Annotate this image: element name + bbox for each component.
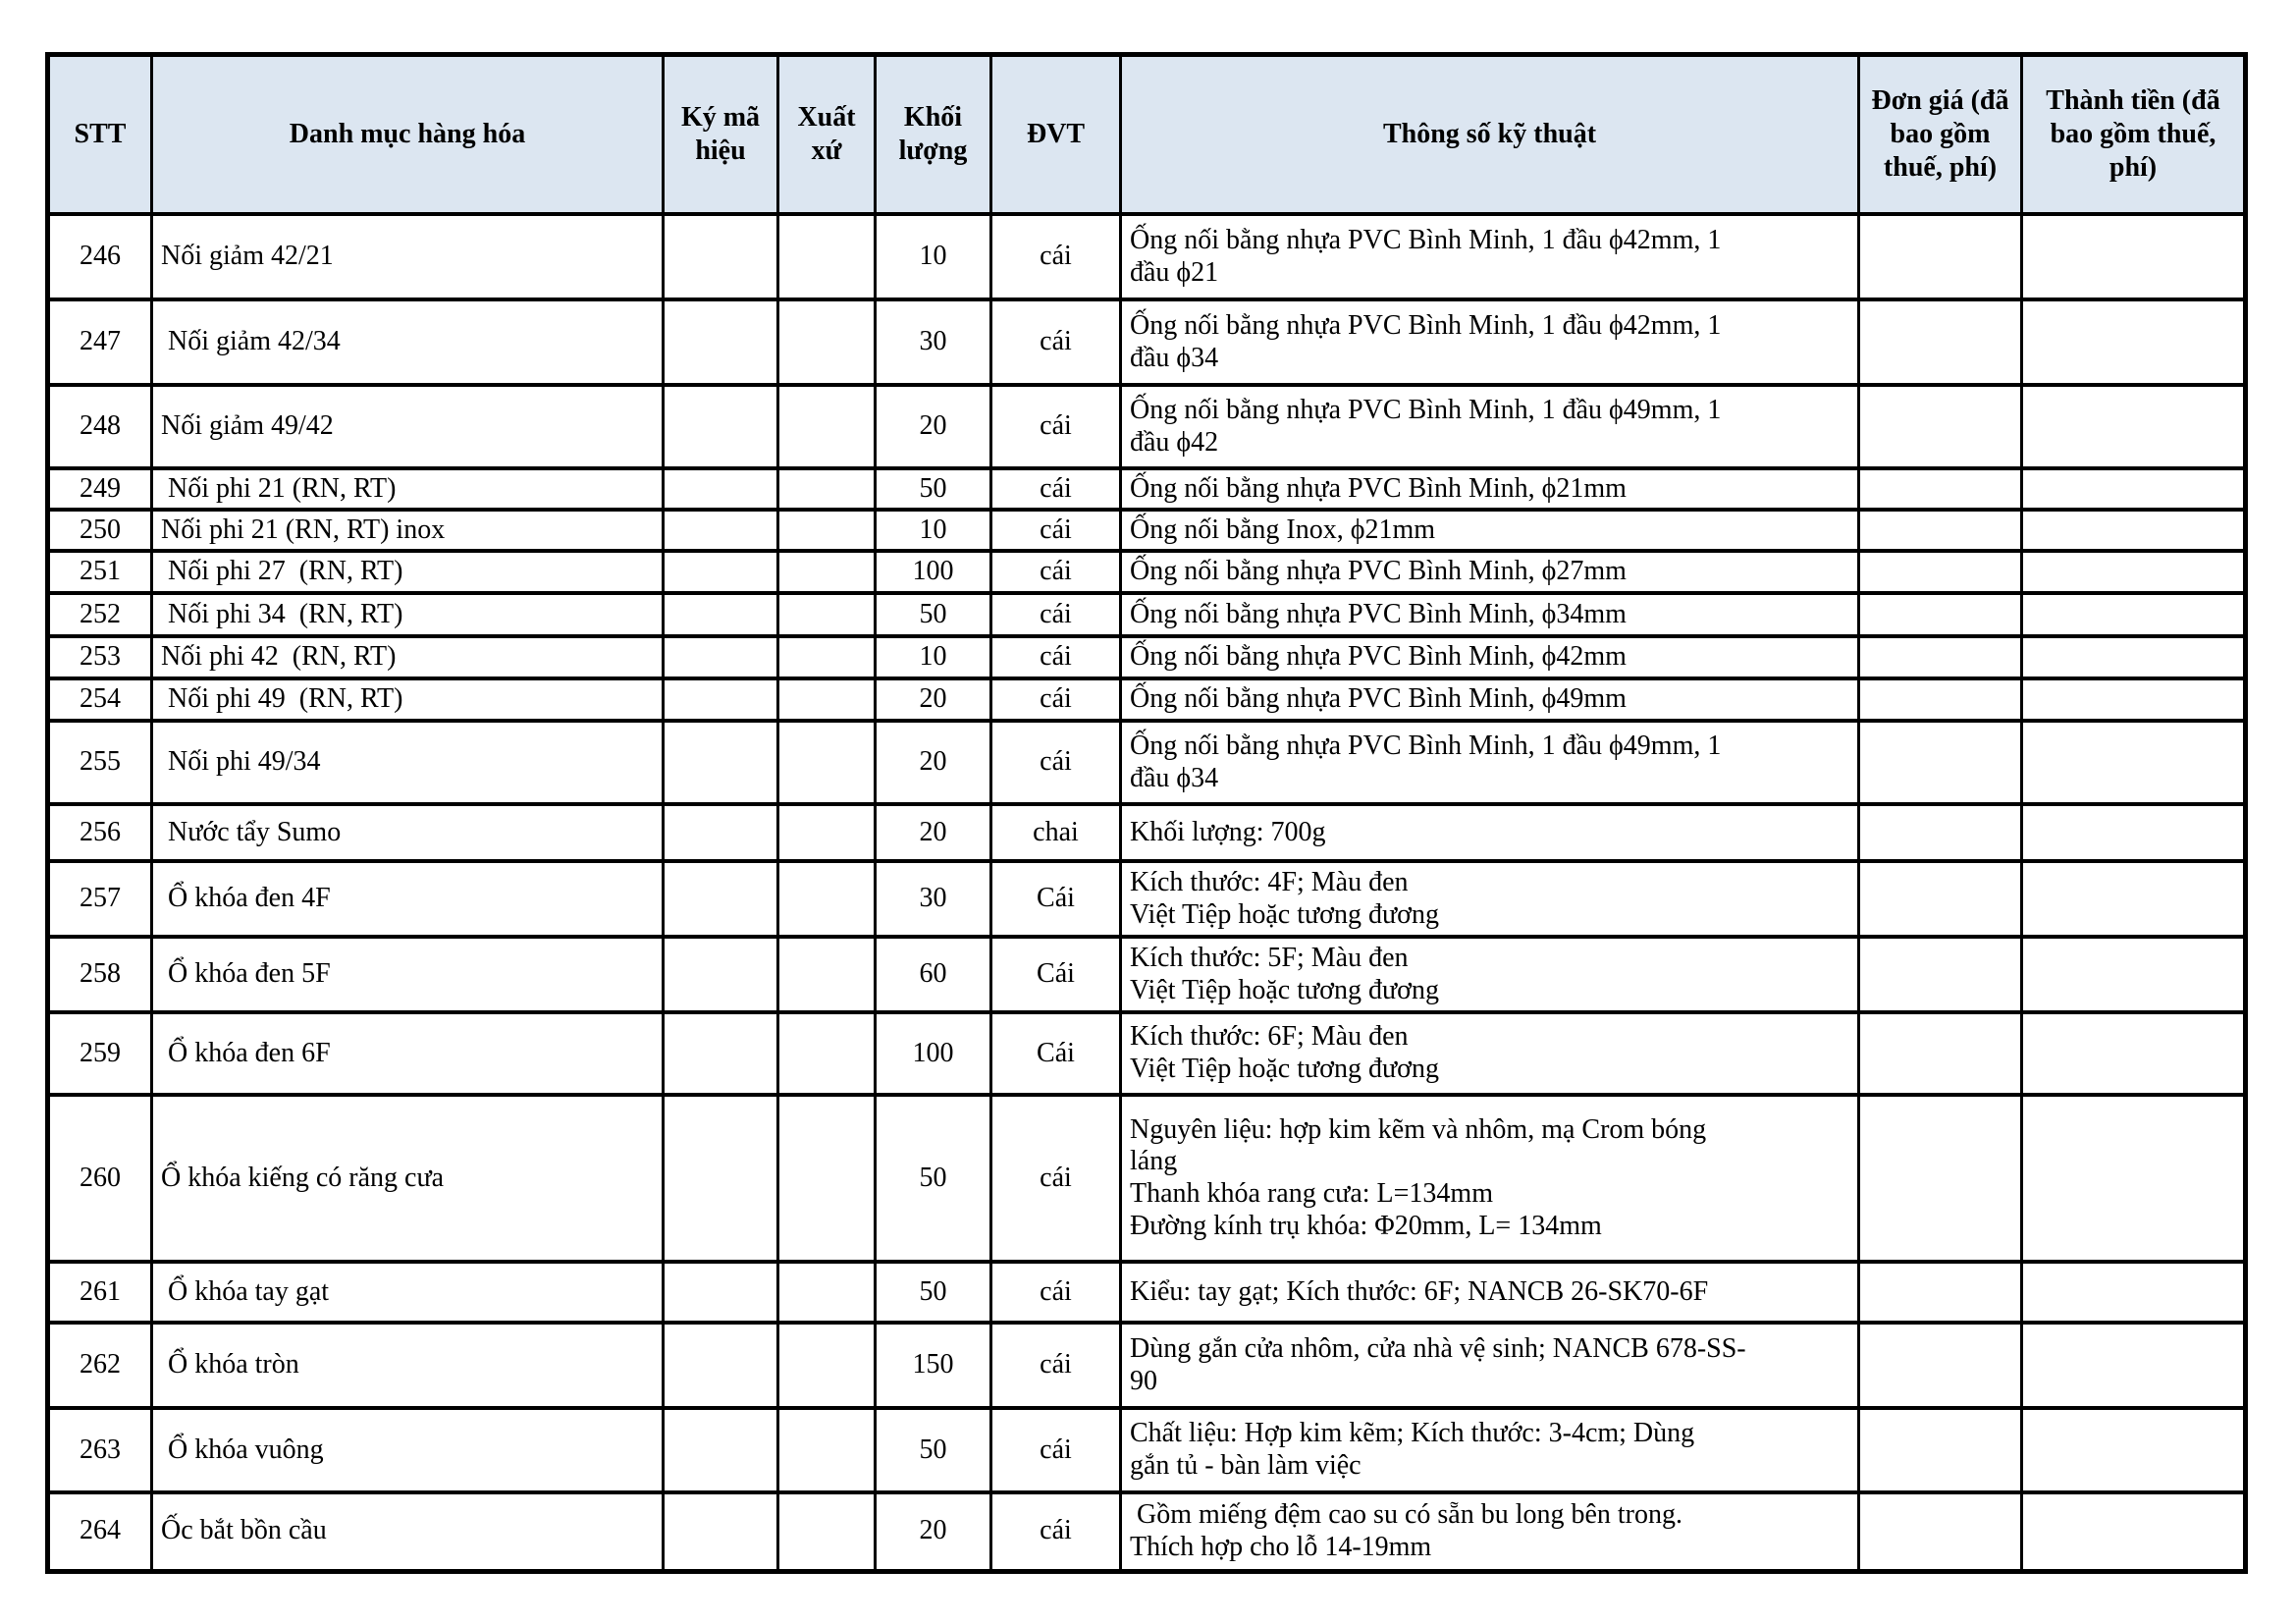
- cell-qty: 30: [876, 861, 991, 937]
- cell-stt: 253: [48, 636, 152, 678]
- cell-qty: 60: [876, 937, 991, 1012]
- cell-spec: Chất liệu: Hợp kim kẽm; Kích thước: 3-4cm; Dùng gắn tủ - bàn làm việc: [1121, 1408, 1859, 1492]
- cell-name: Ổ khóa tay gạt: [152, 1262, 664, 1323]
- cell-unit: Cái: [991, 937, 1121, 1012]
- cell-stt: 260: [48, 1095, 152, 1262]
- table-row: [48, 299, 2246, 385]
- cell-origin: [778, 804, 876, 861]
- table-row: [48, 214, 2246, 299]
- table-row: [48, 1095, 2246, 1262]
- cell-code: [664, 299, 778, 385]
- cell-unit: cái: [991, 636, 1121, 678]
- cell-qty: 50: [876, 1095, 991, 1262]
- cell-origin: [778, 861, 876, 937]
- cell-qty: 30: [876, 299, 991, 385]
- cell-stt: 259: [48, 1012, 152, 1095]
- cell-total: [2022, 636, 2246, 678]
- cell-total: [2022, 804, 2246, 861]
- cell-stt: 251: [48, 551, 152, 593]
- table-row: [48, 861, 2246, 937]
- cell-total: [2022, 551, 2246, 593]
- cell-unit: cái: [991, 1323, 1121, 1408]
- cell-code: [664, 861, 778, 937]
- cell-origin: [778, 937, 876, 1012]
- cell-qty: 10: [876, 214, 991, 299]
- cell-code: [664, 678, 778, 721]
- cell-unit: cái: [991, 1095, 1121, 1262]
- cell-price: [1859, 1492, 2022, 1571]
- cell-origin: [778, 636, 876, 678]
- cell-code: [664, 804, 778, 861]
- cell-name: Nối giảm 42/21: [152, 214, 664, 299]
- cell-total: [2022, 1492, 2246, 1571]
- cell-price: [1859, 510, 2022, 551]
- cell-price: [1859, 937, 2022, 1012]
- table-row: [48, 1323, 2246, 1408]
- cell-origin: [778, 1492, 876, 1571]
- cell-total: [2022, 385, 2246, 468]
- cell-stt: 257: [48, 861, 152, 937]
- cell-stt: 249: [48, 468, 152, 510]
- table-row: [48, 551, 2246, 593]
- cell-origin: [778, 1095, 876, 1262]
- cell-qty: 150: [876, 1323, 991, 1408]
- cell-price: [1859, 1095, 2022, 1262]
- cell-code: [664, 593, 778, 636]
- table-row: [48, 468, 2246, 510]
- cell-total: [2022, 1323, 2246, 1408]
- cell-spec: Nguyên liệu: hợp kim kẽm và nhôm, mạ Crom bóng láng Thanh khóa rang cưa: L=134mm Đường kính trụ khóa: Φ20mm, L= 134mm: [1121, 1095, 1859, 1262]
- cell-stt: 246: [48, 214, 152, 299]
- cell-name: Nối phi 34 (RN, RT): [152, 593, 664, 636]
- cell-price: [1859, 214, 2022, 299]
- cell-origin: [778, 593, 876, 636]
- cell-total: [2022, 1095, 2246, 1262]
- cell-total: [2022, 721, 2246, 804]
- cell-qty: 20: [876, 804, 991, 861]
- cell-qty: 20: [876, 385, 991, 468]
- cell-spec: Ống nối bằng nhựa PVC Bình Minh, ϕ34mm: [1121, 593, 1859, 636]
- cell-stt: 263: [48, 1408, 152, 1492]
- cell-stt: 254: [48, 678, 152, 721]
- cell-unit: cái: [991, 214, 1121, 299]
- table-row: [48, 510, 2246, 551]
- cell-qty: 50: [876, 593, 991, 636]
- table-row: [48, 1408, 2246, 1492]
- cell-stt: 258: [48, 937, 152, 1012]
- cell-name: Nối phi 49/34: [152, 721, 664, 804]
- cell-name: Nối phi 21 (RN, RT) inox: [152, 510, 664, 551]
- cell-code: [664, 214, 778, 299]
- cell-code: [664, 1012, 778, 1095]
- cell-stt: 262: [48, 1323, 152, 1408]
- table-row: [48, 678, 2246, 721]
- cell-qty: 50: [876, 1262, 991, 1323]
- cell-name: Nối phi 27 (RN, RT): [152, 551, 664, 593]
- cell-name: Ổ khóa vuông: [152, 1408, 664, 1492]
- table-row: [48, 1492, 2246, 1571]
- cell-total: [2022, 1408, 2246, 1492]
- column-header-code: Ký mã hiệu: [664, 55, 778, 215]
- cell-name: Nước tẩy Sumo: [152, 804, 664, 861]
- cell-total: [2022, 214, 2246, 299]
- cell-unit: cái: [991, 510, 1121, 551]
- column-header-unit: ĐVT: [991, 55, 1121, 215]
- cell-price: [1859, 1408, 2022, 1492]
- cell-origin: [778, 510, 876, 551]
- table-row: [48, 1012, 2246, 1095]
- cell-origin: [778, 1408, 876, 1492]
- cell-code: [664, 1095, 778, 1262]
- cell-code: [664, 1492, 778, 1571]
- cell-origin: [778, 1323, 876, 1408]
- table-row: [48, 385, 2246, 468]
- cell-name: Nối giảm 42/34: [152, 299, 664, 385]
- cell-code: [664, 636, 778, 678]
- cell-qty: 10: [876, 636, 991, 678]
- cell-unit: cái: [991, 551, 1121, 593]
- cell-unit: cái: [991, 1262, 1121, 1323]
- cell-qty: 20: [876, 721, 991, 804]
- cell-name: Nối phi 49 (RN, RT): [152, 678, 664, 721]
- cell-total: [2022, 510, 2246, 551]
- cell-code: [664, 1323, 778, 1408]
- cell-stt: 250: [48, 510, 152, 551]
- cell-name: Nối giảm 49/42: [152, 385, 664, 468]
- cell-qty: 50: [876, 468, 991, 510]
- cell-unit: cái: [991, 678, 1121, 721]
- cell-total: [2022, 861, 2246, 937]
- cell-code: [664, 551, 778, 593]
- cell-unit: cái: [991, 468, 1121, 510]
- column-header-total: Thành tiền (đã bao gồm thuế, phí): [2022, 55, 2246, 215]
- table-header-row: [48, 55, 2246, 215]
- cell-price: [1859, 678, 2022, 721]
- table-row: [48, 636, 2246, 678]
- cell-stt: 252: [48, 593, 152, 636]
- cell-spec: Ống nối bằng Inox, ϕ21mm: [1121, 510, 1859, 551]
- column-header-origin: Xuất xứ: [778, 55, 876, 215]
- table-row: [48, 721, 2246, 804]
- cell-origin: [778, 468, 876, 510]
- cell-price: [1859, 804, 2022, 861]
- cell-origin: [778, 678, 876, 721]
- cell-unit: cái: [991, 593, 1121, 636]
- cell-spec: Kích thước: 4F; Màu đen Việt Tiệp hoặc tương đương: [1121, 861, 1859, 937]
- cell-spec: Ống nối bằng nhựa PVC Bình Minh, 1 đầu ϕ49mm, 1 đầu ϕ42: [1121, 385, 1859, 468]
- table-row: [48, 937, 2246, 1012]
- cell-price: [1859, 593, 2022, 636]
- cell-qty: 20: [876, 678, 991, 721]
- cell-qty: 100: [876, 1012, 991, 1095]
- cell-origin: [778, 385, 876, 468]
- cell-name: Ổ khóa tròn: [152, 1323, 664, 1408]
- cell-unit: cái: [991, 385, 1121, 468]
- cell-name: Nối phi 42 (RN, RT): [152, 636, 664, 678]
- column-header-name: Danh mục hàng hóa: [152, 55, 664, 215]
- cell-code: [664, 1408, 778, 1492]
- cell-code: [664, 468, 778, 510]
- cell-spec: Kiểu: tay gạt; Kích thước: 6F; NANCB 26-SK70-6F: [1121, 1262, 1859, 1323]
- cell-unit: cái: [991, 299, 1121, 385]
- cell-name: Ốc bắt bồn cầu: [152, 1492, 664, 1571]
- cell-price: [1859, 861, 2022, 937]
- procurement-items-table: [45, 52, 2248, 1574]
- cell-price: [1859, 1012, 2022, 1095]
- column-header-stt: STT: [48, 55, 152, 215]
- cell-spec: Kích thước: 5F; Màu đen Việt Tiệp hoặc tương đương: [1121, 937, 1859, 1012]
- cell-name: Ổ khóa đen 4F: [152, 861, 664, 937]
- cell-origin: [778, 214, 876, 299]
- cell-qty: 50: [876, 1408, 991, 1492]
- cell-price: [1859, 1323, 2022, 1408]
- cell-origin: [778, 299, 876, 385]
- cell-total: [2022, 937, 2246, 1012]
- cell-spec: Dùng gắn cửa nhôm, cửa nhà vệ sinh; NANCB 678-SS- 90: [1121, 1323, 1859, 1408]
- cell-spec: Khối lượng: 700g: [1121, 804, 1859, 861]
- column-header-price: Đơn giá (đã bao gồm thuế, phí): [1859, 55, 2022, 215]
- cell-unit: cái: [991, 1492, 1121, 1571]
- cell-code: [664, 1262, 778, 1323]
- cell-qty: 10: [876, 510, 991, 551]
- cell-stt: 261: [48, 1262, 152, 1323]
- cell-name: Ổ khóa kiếng có răng cưa: [152, 1095, 664, 1262]
- cell-total: [2022, 593, 2246, 636]
- cell-stt: 248: [48, 385, 152, 468]
- cell-price: [1859, 551, 2022, 593]
- cell-total: [2022, 1012, 2246, 1095]
- cell-total: [2022, 299, 2246, 385]
- cell-unit: cái: [991, 721, 1121, 804]
- cell-origin: [778, 551, 876, 593]
- cell-unit: cái: [991, 1408, 1121, 1492]
- cell-spec: Ống nối bằng nhựa PVC Bình Minh, 1 đầu ϕ49mm, 1 đầu ϕ34: [1121, 721, 1859, 804]
- cell-price: [1859, 468, 2022, 510]
- cell-qty: 20: [876, 1492, 991, 1571]
- cell-stt: 247: [48, 299, 152, 385]
- cell-qty: 100: [876, 551, 991, 593]
- column-header-spec: Thông số kỹ thuật: [1121, 55, 1859, 215]
- cell-spec: Ống nối bằng nhựa PVC Bình Minh, 1 đầu ϕ42mm, 1 đầu ϕ34: [1121, 299, 1859, 385]
- cell-spec: Ống nối bằng nhựa PVC Bình Minh, 1 đầu ϕ42mm, 1 đầu ϕ21: [1121, 214, 1859, 299]
- cell-spec: Gồm miếng đệm cao su có sẵn bu long bên trong. Thích hợp cho lỗ 14-19mm: [1121, 1492, 1859, 1571]
- cell-code: [664, 721, 778, 804]
- cell-unit: chai: [991, 804, 1121, 861]
- cell-price: [1859, 721, 2022, 804]
- column-header-qty: Khối lượng: [876, 55, 991, 215]
- cell-spec: Ống nối bằng nhựa PVC Bình Minh, ϕ21mm: [1121, 468, 1859, 510]
- cell-price: [1859, 636, 2022, 678]
- cell-total: [2022, 1262, 2246, 1323]
- table-row: [48, 804, 2246, 861]
- cell-spec: Ống nối bằng nhựa PVC Bình Minh, ϕ27mm: [1121, 551, 1859, 593]
- cell-total: [2022, 678, 2246, 721]
- cell-spec: Ống nối bằng nhựa PVC Bình Minh, ϕ49mm: [1121, 678, 1859, 721]
- cell-price: [1859, 1262, 2022, 1323]
- table-row: [48, 593, 2246, 636]
- cell-stt: 264: [48, 1492, 152, 1571]
- cell-name: Ổ khóa đen 6F: [152, 1012, 664, 1095]
- cell-stt: 256: [48, 804, 152, 861]
- cell-unit: Cái: [991, 1012, 1121, 1095]
- cell-spec: Kích thước: 6F; Màu đen Việt Tiệp hoặc tương đương: [1121, 1012, 1859, 1095]
- cell-total: [2022, 468, 2246, 510]
- cell-stt: 255: [48, 721, 152, 804]
- cell-name: Nối phi 21 (RN, RT): [152, 468, 664, 510]
- cell-code: [664, 937, 778, 1012]
- cell-spec: Ống nối bằng nhựa PVC Bình Minh, ϕ42mm: [1121, 636, 1859, 678]
- cell-price: [1859, 385, 2022, 468]
- cell-unit: Cái: [991, 861, 1121, 937]
- cell-origin: [778, 1262, 876, 1323]
- cell-origin: [778, 721, 876, 804]
- cell-name: Ổ khóa đen 5F: [152, 937, 664, 1012]
- cell-origin: [778, 1012, 876, 1095]
- cell-code: [664, 510, 778, 551]
- cell-code: [664, 385, 778, 468]
- cell-price: [1859, 299, 2022, 385]
- table-row: [48, 1262, 2246, 1323]
